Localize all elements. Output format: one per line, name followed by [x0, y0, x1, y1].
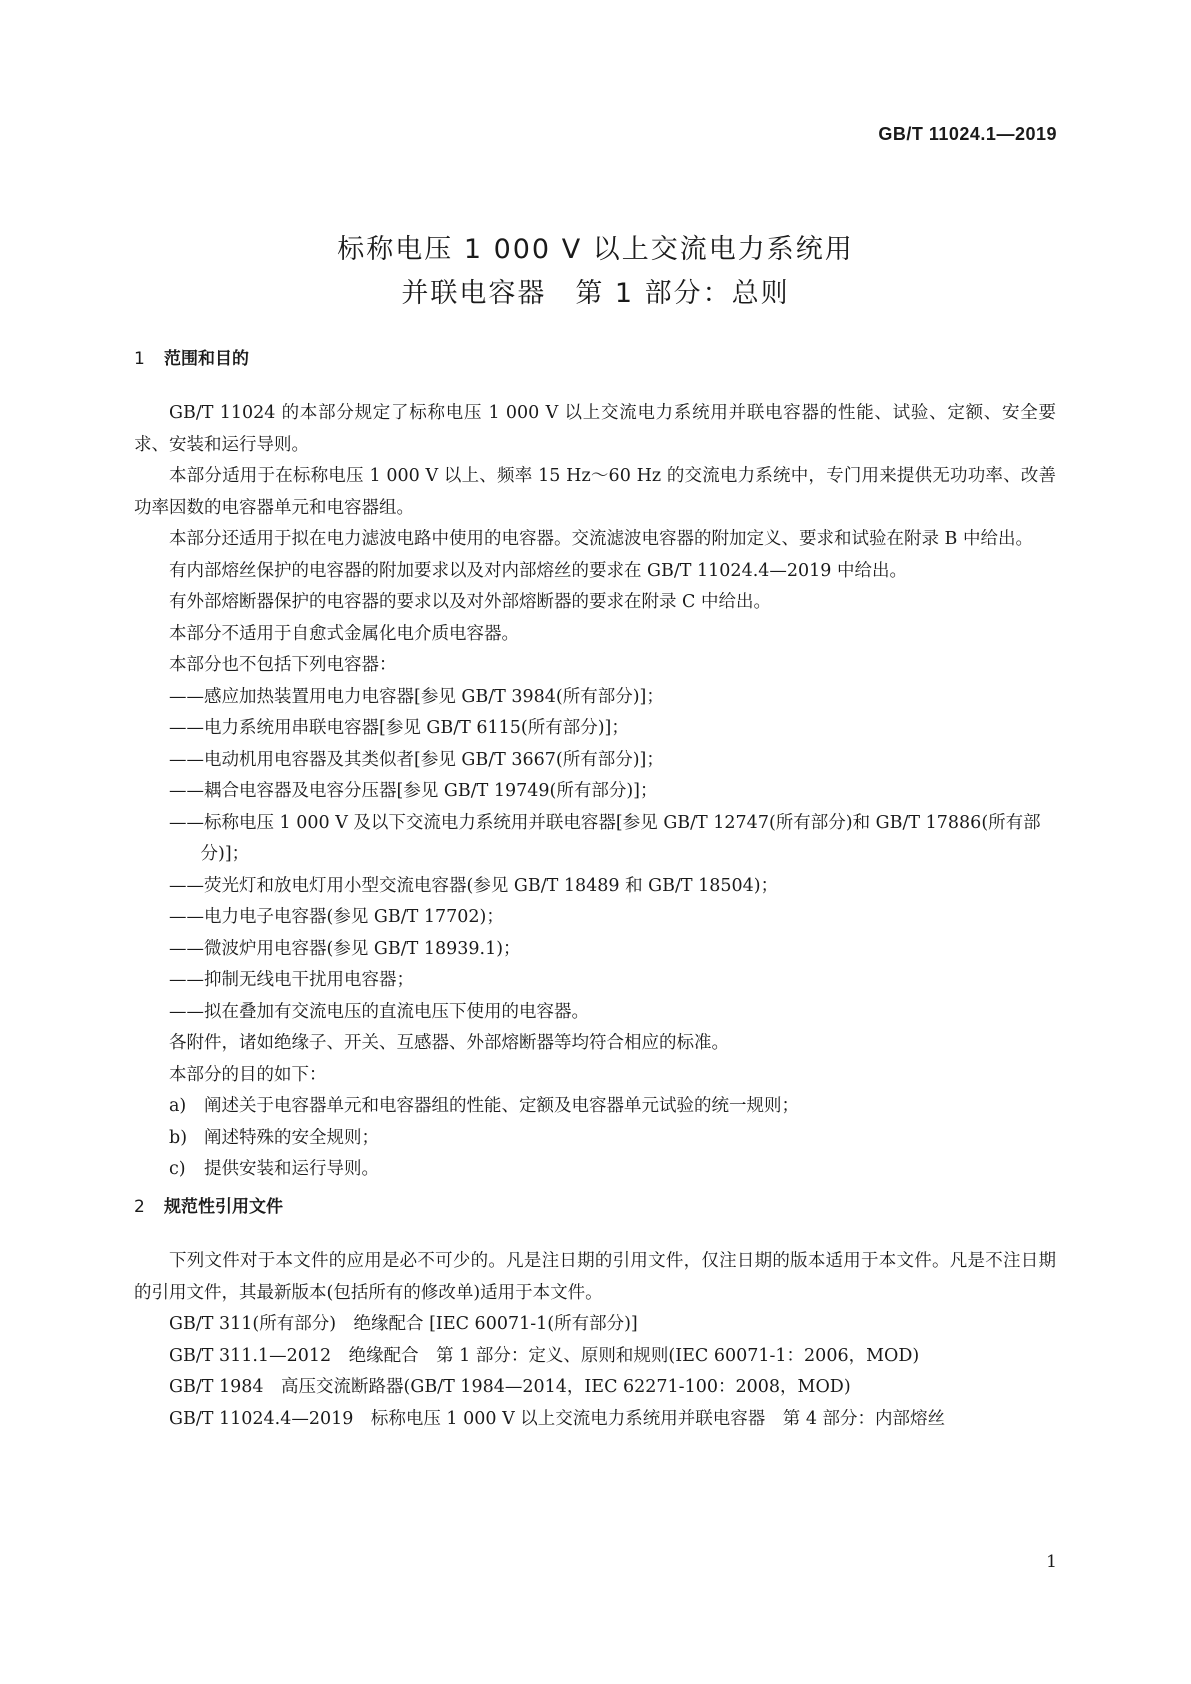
reference-entry: GB/T 11024.4—2019 标称电压 1 000 V 以上交流电力系统用并联电容器 第 4 部分：内部熔丝: [169, 1408, 946, 1429]
excluded-capacitor-item: ——抑制无线电干扰用电容器；: [169, 970, 414, 990]
document-title: [0, 228, 1191, 316]
reference-entry: GB/T 311.1—2012 绝缘配合 第 1 部分：定义、原则和规则(IEC 60071-1：2006，MOD): [169, 1345, 920, 1366]
excluded-capacitor-item: ——耦合电容器及电容分压器[参见 GB/T 19749(所有部分)]；: [169, 781, 658, 801]
list-text: 阐述关于电容器单元和电容器组的性能、定额及电容器单元试验的统一规则；: [204, 1096, 799, 1116]
excluded-capacitor-item: ——电动机用电容器及其类似者[参见 GB/T 3667(所有部分)]；: [169, 749, 664, 770]
standard-code: GB/T 11024.1—2019: [878, 124, 1057, 144]
title-line-1: 标称电压 1 000 V 以上交流电力系统用: [337, 234, 854, 265]
section-1-title: 范围和目的: [164, 349, 249, 369]
paragraph: 本部分不适用于自愈式金属化电介质电容器。: [169, 623, 519, 644]
paragraph: 本部分的目的如下：: [169, 1064, 327, 1085]
paragraph: GB/T 11024 的本部分规定了标称电压 1 000 V 以上交流电力系统用并联电容器的性能、试验、定额、安全要求、安装和运行导则。: [134, 403, 1056, 455]
list-marker: c): [169, 1159, 186, 1179]
paragraph: 下列文件对于本文件的应用是必不可少的。凡是注日期的引用文件，仅注日期的版本适用于本文件。凡是不注日期的引用文件，其最新版本(包括所有的修改单)适用于本文件。: [134, 1251, 1056, 1303]
excluded-capacitor-item: ——电力电子电容器(参见 GB/T 17702)；: [169, 907, 504, 927]
section-1-heading: [134, 344, 249, 369]
reference-entry: GB/T 1984 高压交流断路器(GB/T 1984—2014，IEC 62271-100：2008，MOD): [169, 1377, 851, 1397]
paragraph: 本部分还适用于拟在电力滤波电路中使用的电容器。交流滤波电容器的附加定义、要求和试验在附录 B 中给出。: [169, 529, 1033, 549]
list-text: 阐述特殊的安全规则；: [204, 1127, 379, 1148]
paragraph: 各附件，诸如绝缘子、开关、互感器、外部熔断器等均符合相应的标准。: [169, 1033, 729, 1053]
excluded-capacitor-item: ——电力系统用串联电容器[参见 GB/T 6115(所有部分)]；: [169, 718, 629, 738]
section-1-body: [134, 398, 1056, 1186]
section-2-heading: [134, 1192, 283, 1217]
paragraph: 有内部熔丝保护的电容器的附加要求以及对内部熔丝的要求在 GB/T 11024.4—2019 中给出。: [169, 560, 907, 581]
purpose-item: [134, 1123, 1056, 1155]
section-2-number: 2: [134, 1197, 145, 1217]
page-number: 1: [1046, 1552, 1057, 1572]
reference-entry: GB/T 311(所有部分) 绝缘配合 [IEC 60071-1(所有部分)]: [169, 1314, 638, 1334]
excluded-capacitor-item: ——感应加热装置用电力电容器[参见 GB/T 3984(所有部分)]；: [169, 686, 664, 707]
list-text: 提供安装和运行导则。: [204, 1159, 379, 1179]
excluded-capacitor-item: ——拟在叠加有交流电压的直流电压下使用的电容器。: [169, 1001, 589, 1022]
purpose-item: [134, 1091, 1056, 1123]
purpose-item: [134, 1154, 1056, 1186]
title-line-2: 并联电容器 第 1 部分：总则: [401, 278, 790, 309]
excluded-capacitor-item: ——微波炉用电容器(参见 GB/T 18939.1)；: [169, 938, 521, 959]
section-2-body: [134, 1246, 1056, 1435]
excluded-capacitor-item: ——标称电压 1 000 V 及以下交流电力系统用并联电容器[参见 GB/T 12747(所有部分)和 GB/T 17886(所有部分)]；: [169, 812, 1041, 864]
excluded-capacitor-item: ——荧光灯和放电灯用小型交流电容器(参见 GB/T 18489 和 GB/T 18504)；: [169, 875, 779, 896]
section-1-number: 1: [134, 349, 145, 369]
paragraph: 本部分也不包括下列电容器：: [169, 655, 397, 675]
paragraph: 本部分适用于在标称电压 1 000 V 以上、频率 15 Hz～60 Hz 的交流电力系统中，专门用来提供无功功率、改善功率因数的电容器单元和电容器组。: [134, 466, 1056, 518]
list-marker: a): [169, 1096, 187, 1116]
section-2-title: 规范性引用文件: [164, 1197, 283, 1217]
list-marker: b): [169, 1127, 188, 1148]
paragraph: 有外部熔断器保护的电容器的要求以及对外部熔断器的要求在附录 C 中给出。: [169, 592, 772, 612]
